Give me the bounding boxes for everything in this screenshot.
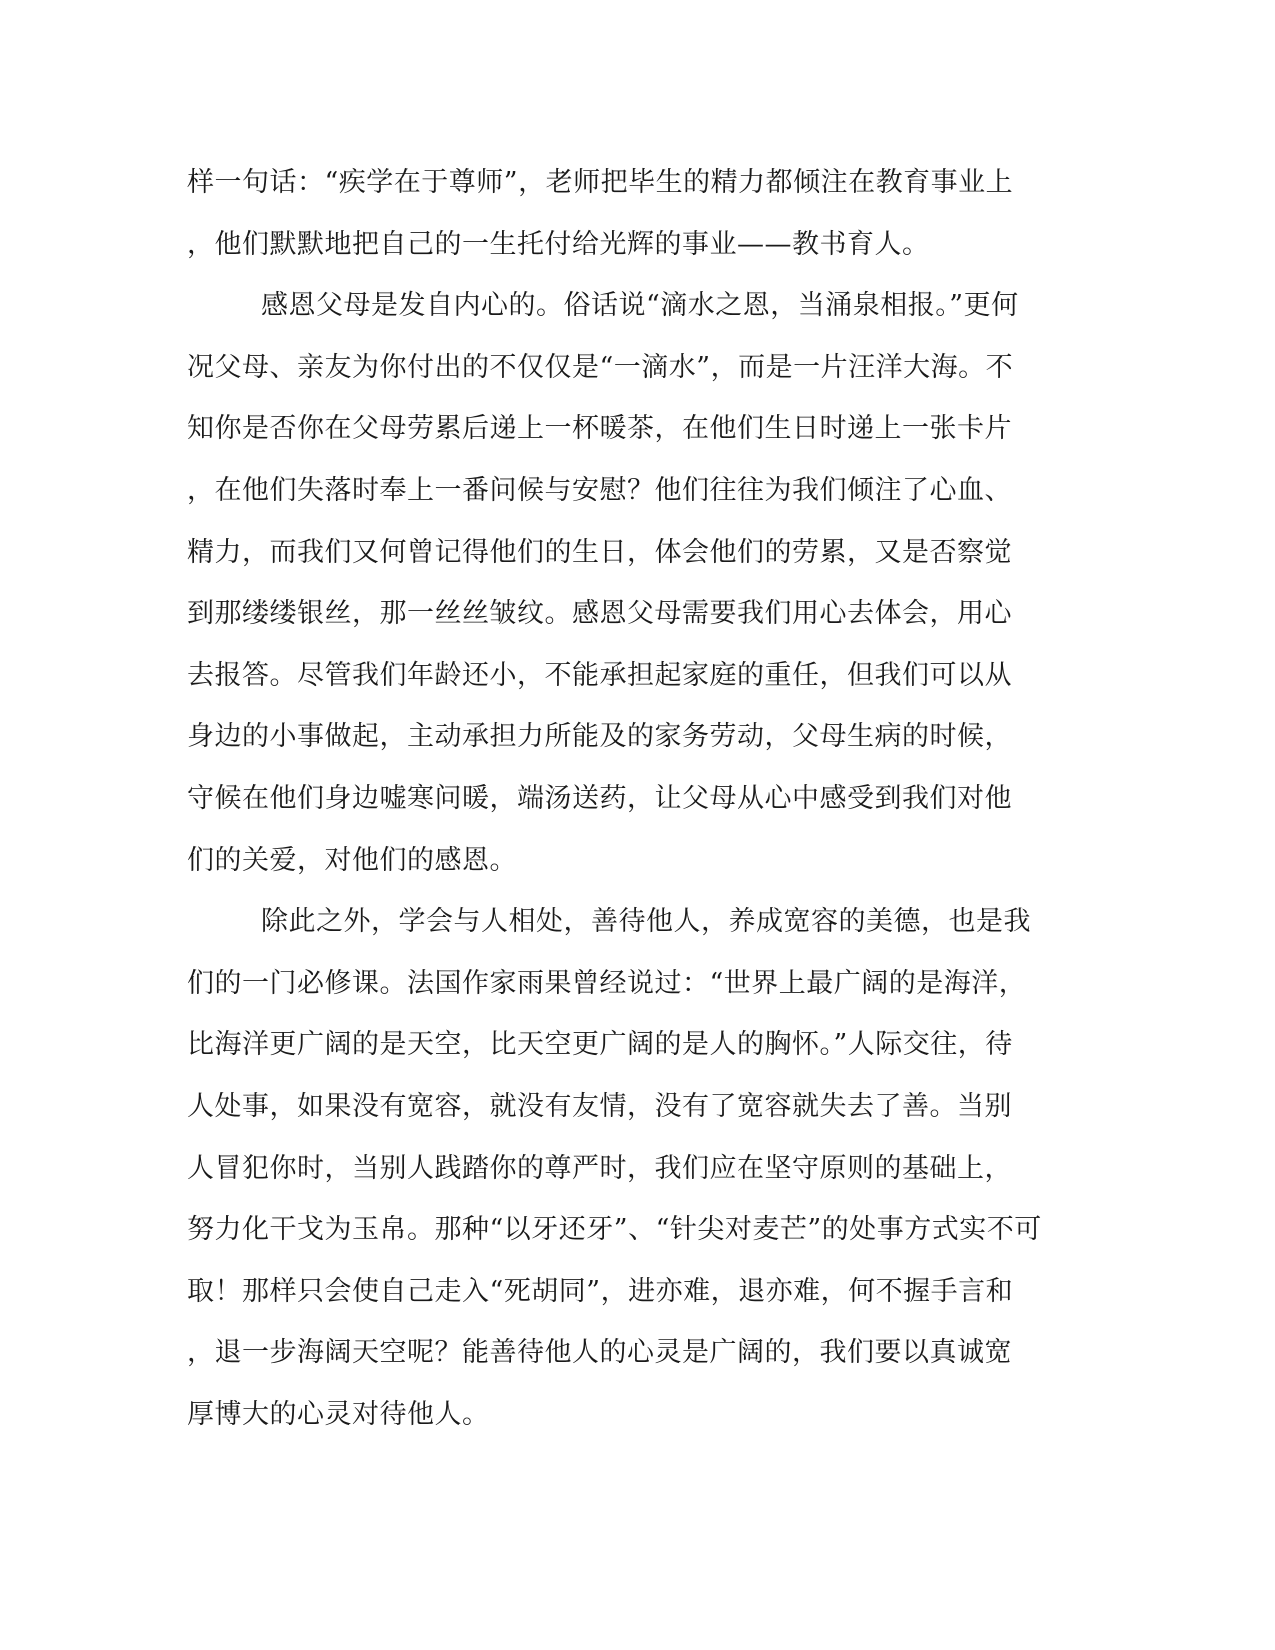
text-line: 人冒犯你时，当别人践踏你的尊严时，我们应在坚守原则的基础上，	[187, 1152, 1012, 1184]
text-line: 样一句话：“疾学在于尊师”，老师把毕生的精力都倾注在教育事业上	[187, 167, 1014, 198]
text-line: 们的关爱，对他们的感恩。	[187, 844, 517, 876]
text-line: 到那缕缕银丝，那一丝丝皱纹。感恩父母需要我们用心去体会，用心	[187, 598, 1012, 630]
text-line: 精力，而我们又何曾记得他们的生日，体会他们的劳累，又是否察觉	[187, 536, 1012, 568]
text-line: 守候在他们身边嘘寒问暖，端汤送药，让父母从心中感受到我们对他	[187, 782, 1012, 814]
text-line: 努力化干戈为玉帛。那种“以牙还牙”、“针尖对麦芒”的处事方式实不可	[187, 1214, 1042, 1246]
text-line: ，他们默默地把自己的一生托付给光辉的事业——教书育人。	[187, 228, 930, 260]
paragraph-gratitude-parents	[187, 287, 1087, 903]
text-line: 取！那样只会使自己走入“死胡同”，进亦难，退亦难，何不握手言和	[187, 1275, 1014, 1307]
text-line: 人处事，如果没有宽容，就没有友情，没有了宽容就失去了善。当别	[187, 1090, 1012, 1122]
text-line: 感恩父母是发自内心的。俗话说“滴水之恩，当涌泉相报。”更何	[261, 290, 1019, 322]
text-line: 况父母、亲友为你付出的不仅仅是“一滴水”，而是一片汪洋大海。不	[187, 351, 1014, 383]
text-line: 身边的小事做起，主动承担力所能及的家务劳动，父母生病的时候，	[187, 721, 1012, 753]
text-line: ，退一步海阔天空呢？能善待他人的心灵是广阔的，我们要以真诚宽	[187, 1337, 1012, 1369]
text-line: 比海洋更广阔的是天空，比天空更广阔的是人的胸怀。”人际交往，待	[187, 1029, 1013, 1061]
text-line: 们的一门必修课。法国作家雨果曾经说过：“世界上最广阔的是海洋，	[187, 967, 1027, 999]
paragraph-tolerance	[187, 903, 1087, 1457]
text-line: 厚博大的心灵对待他人。	[187, 1398, 490, 1430]
text-line: 去报答。尽管我们年龄还小，不能承担起家庭的重任，但我们可以从	[187, 659, 1012, 691]
paragraph-teacher-ending	[187, 164, 1087, 287]
text-line: 除此之外，学会与人相处，善待他人，养成宽容的美德，也是我	[261, 906, 1031, 938]
document-body	[187, 164, 1087, 1457]
text-line: ，在他们失落时奉上一番问候与安慰？他们往往为我们倾注了心血、	[187, 474, 1012, 506]
text-line: 知你是否你在父母劳累后递上一杯暖茶，在他们生日时递上一张卡片	[187, 413, 1012, 445]
